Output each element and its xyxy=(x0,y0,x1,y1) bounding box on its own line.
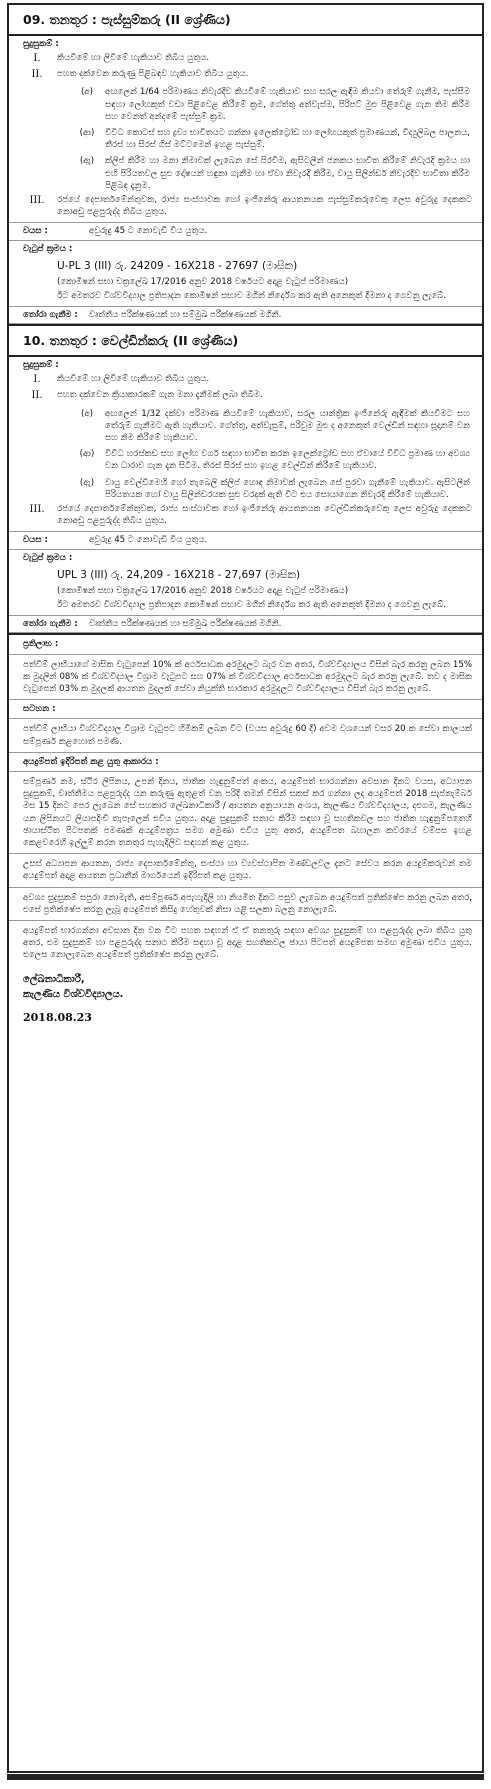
item-text: රජයේ දෙපාර්තමේන්තුවක, රාජ්‍ය සංස්ථාවක හෝ ඉංජිනේරු ආයතනයක වෙල්ඩින්කරුවෙකු ලෙස අවුරුදු දෙකකට නොඅඩු පළපුරුද්ද තිබිය යුතුය. xyxy=(57,504,472,527)
sub-item-text: අඟලෙන් 1/64 පරිමාණය නිවැරදිව කියවීමේ හැකියාව සහ සරල ඇඳීම කියවා තේරුම් ගැනීම, පැස්සීම සඳහා ලෝහකුත් වඩා පිළිවෙළ කිරීමේ ක්‍රම, ගේත්තු අත්වැස්ම, පිරිපට් මුළු පිළිවෙළ ගැන තිම කිරීම සහ වෙනත් අන්දමේ පැස්සුම් ක්‍රම. xyxy=(105,87,470,122)
item-number: I. xyxy=(33,374,41,386)
sub-item-label: (අ) xyxy=(81,408,93,419)
qualification-item xyxy=(17,373,476,387)
sub-item-label: (ආ) xyxy=(79,449,95,460)
item-text: පහත දක්වෙන ක්‍රියාකාරකම් ගැන මනා දැනීමක් ලබා තිබීම. xyxy=(57,390,263,401)
item-number: II. xyxy=(31,390,43,402)
signoff-institution: කැලණිය විශ්වවිද්‍යාලය. xyxy=(23,989,124,1001)
salary-label: වැටුප් ක්‍රමය : xyxy=(23,243,73,254)
item-text: රජයේ දෙපාර්තමේන්තුවක, රාජ්‍ය සංස්ථාවක හෝ ඉංජිනේරු ආයතනයක පැස්සුම්කරුවෙකු ලෙස අවුරුදු දෙකකට නොඅඩු පළපුරුද්ද තිබිය යුතුය. xyxy=(57,194,472,218)
benefits-text: පත්වීම් ලාභියාගේ මාසික වැටුපෙන් 10% ක් අර්ථසාධක අරමුදලට බැර වන අතර, විශ්වවිද්‍යාලය විසින් බැර කරනු ලබන 15% ක මුදලින් 08% ක් විශ්වවිද්‍යාල විශ්‍රාම වැටුපට සහ 07% ක් විශ්වවිද්‍යාල අර්ථසාධක අරමුදලට බැර කරනු ලැබේ. තව ද මාසික වැටුපෙන් 03% ක මුදලක් ආයතන මුදලක් සේවා නියුක්ති භාරකාර අරමුදලට විශ්වවිද්‍යාලය විසින් බැර කරනු ලැබේ. xyxy=(9,655,482,701)
sub-item-text: ක්ලිප් කිරීම හා මනා නිමාවක් ලැබෙන සේ පිරවීම, ඇසිටලීන් ජනකය භාවිත කිරීමේ නිවැරදි ක්‍රමය හා එහි පිරියතවල සුළු දෝෂයන් හඳුනා ගැනීම හා ඒවා නිවැරදි කිරීම, වායු සිලින්ඩර් නිවැරදිව භාවිතා කිරීම පිළිබඳ දැනුම. xyxy=(105,156,470,191)
qualification-sub-item xyxy=(69,155,476,192)
section-09-salary xyxy=(9,241,482,308)
salary-note: ඊට අමතරව විශ්වවිද්‍යාල ප්‍රතිපාදන කොමිෂන් සභාව මගින් නිර්දේශ කර ඇති අනෙකුත් දීමනා ද ගෙවනු ලැබේ. xyxy=(57,290,446,301)
qualification-sub-item xyxy=(69,86,476,123)
item-text: පහත දක්වෙන කරුණු පිළිබඳව හැකියාව තිබිය යුතුය. xyxy=(57,69,249,80)
qualification-sub-item xyxy=(69,477,476,501)
sub-item-label: (අ) xyxy=(81,87,93,98)
advertisement-page xyxy=(7,3,484,1773)
how-to-apply-paragraph-3: අවශ්‍ය සුදුසුකම් සපුරා නොමැති, අසම්පූර්ණ අපැහැදිලි හා නියමිත දිනට පසුව ලැබෙන අයදුම්පත් ප්‍රතික්ෂේප කරනු ලබන අතර, එසේ ප්‍රතික්ෂේප කරනු ලැබූ අයදුම්පත් කිසිදු හේතුවක් නිසා යළි සලකා බලනු නොලැබේ. xyxy=(9,888,482,921)
signoff xyxy=(9,966,482,1026)
selection-text: වෘත්තීය පරීක්ෂණයක් හා සම්මුඛ පරීක්ෂණයක් මගිනි. xyxy=(89,619,282,630)
sub-item-text: විවිධ හරස්කඩ සහ ලෝහ වර්ග සඳහා භාවිත කරන ඉලෙක්ට්‍රෝඩ සහ ඒවායේ විවිධ ප්‍රමාණ හා අවශ්‍ය වන ධාරාව ගැන දැන සිටීම. තිරස් සිරස් සහ ඉහළ වෙල්ඩින් කිරීමේ හැකියාව. xyxy=(105,449,470,472)
benefits-label: ප්‍රතිලාභ : xyxy=(9,633,482,654)
selection-text: වෘත්තීය පරීක්ෂණයක් හා සම්මුඛ පරීක්ෂණයක් මගිනි. xyxy=(89,310,282,321)
note-label: සටහන : xyxy=(9,700,482,719)
salary-note: ඊට අමතරව විශ්වවිද්‍යාල ප්‍රතිපාදන කොමිෂන් සභාව මගින් නිර්දේශ කර ඇති අනෙකුත් දීමනා ද ගෙවනු ලැබේ. xyxy=(57,599,446,610)
section-09-title: 09. තනතුර : පැස්සුම්කරු (II ශ්‍රේණිය) xyxy=(9,5,482,36)
sub-item-text: වායු වෙල්ඩිමෙහි හෝ තැබෙලි ක්ලිප් හොඳ නිමාවක් ලැබෙන සේ පුරවා ගැනීමේ හැකියාව. ඇසිටලීන් පිරියතයක හෝ වායු සිලින්ඩරයක සුළු වරදක් ඇති විට එය සොයාගෙන නිවැරදි කිරීමේ හැකියාව. xyxy=(105,477,470,500)
how-to-apply-paragraph-4: අයදුම්පත් භාරගන්නා අවසාන දින වන විට පහත සඳහන් ඒ ඒ තනතුරු සඳහා අවශ්‍ය සුදුසුකම් හා පළපුරුද්ද ලබා තිබිය යුතු අතර, එම සුදුසුකම් හා පළපුරුද්ද සනාථ කිරීම සඳහා වූ අදාළ සහතිකවල ඡායා පිටපත් අයදුම්පත සමඟ අමුණා එවිය යුතුය. එලෙස නොලැබෙන අයදුම්පත් ප්‍රතික්ෂේප කරනු ලැබේ. xyxy=(23,926,472,961)
item-number: III. xyxy=(29,194,45,206)
qualification-item xyxy=(17,389,476,403)
salary-code: UPL 3 (III) රු. 24,209 - 16X218 - 27,697 (මාසික) xyxy=(57,568,301,581)
how-to-apply-label: අයදුම්පත් ඉදිරිපත් කළ යුතු ආකාරය : xyxy=(9,753,482,772)
qualification-sub-item xyxy=(69,127,476,151)
section-10-qualifications xyxy=(9,357,482,532)
section-09-age xyxy=(9,223,482,240)
sub-item-label: (ඇ) xyxy=(79,156,95,167)
item-text: කියවීමේ හා ලිවීමේ හැකියාව තිබිය යුතුය. xyxy=(57,374,210,385)
qualification-item xyxy=(17,52,476,66)
section-10-title: 10. තනතුර : වෙල්ඩින්කරු (II ශ්‍රේණිය) xyxy=(9,324,482,357)
qualifications-label: සුදුසුකම් : xyxy=(23,38,59,49)
age-text: අවුරුදු 45 ට නොවැඩි විය යුතුය. xyxy=(89,226,208,237)
section-09-qualifications xyxy=(9,36,482,224)
sub-item-label: (ආ) xyxy=(79,127,95,138)
item-number: I. xyxy=(33,52,41,64)
signoff-date: 2018.08.23 xyxy=(23,1010,92,1024)
age-label: වයස : xyxy=(23,535,48,546)
qualification-sub-item xyxy=(69,408,476,445)
age-label: වයස : xyxy=(23,226,48,237)
qualification-item xyxy=(17,194,476,218)
selection-label: තෝරා ගැනීම : xyxy=(23,310,78,321)
note-text: පත්වීම් ලාභියා විශ්වවිද්‍යාල විශ්‍රාම වැටුපට හිමිකම් ලබන විට (වයස අවුරුදු 60 දී) අවම වශයෙන් වසර 20 ක සේවා කාලයක් සම්පූර්ණ කළහොත් පමණි. xyxy=(9,719,482,752)
how-to-apply-paragraph-1: සම්පූර්ණ නම, ස්ථිර ලිපිනය, උපන් දිනය, ජාතික හැඳුනුම්පත් අංකය, අයදුම්පත් භාරගන්නා අවසාන දිනට වයස, අධ්‍යාපන සුදුසුකම්, වෘත්තීමය පළපුරුද්ද යන කරුණු ඇතුළත් වන පරිදි තමන් විසින් සකස් කර ගන්නා ලද අයදුම්පත් 2018 සැප්තැම්බර් මස 15 දිනට පෙර ලැබෙන සේ සහකාර ලේඛනාධිකාරී / ආයතන අනුයායන අංශය, කැලණිය විශ්වවිද්‍යාලය, දළුගම, කැලණිය යන ලිපිනයට ලියාපදිංචි තැපෑලෙන් එවිය යුතුය. අදාළ සුදුසුකම් සනාථ කිරීම සඳහා වූ සහතිකවල සහ ජාතික හැඳුනුම්පතෙහි ඡායාස්ථිත පිටපතක් පමණක් අයදුම්පත්‍රය සමග අමුණා එවිය යුතු අතර, අයදුම්පත බහාලන කවරයේ වම්පස ඉහළ කෙළවරෙහි ඉල්ලුම් කරන තනතුර පැහැදිලිව සඳහන් කළ යුතුය. xyxy=(9,772,482,854)
section-10-selection xyxy=(9,616,482,633)
sub-item-text: අඟලෙන් 1/32 දක්වා පරිමාණ කියවීමේ හැකියාව, සරල යාන්ත්‍රික ඉංජිනේරු ඇඳීමක් කියවීමට සහ තේරුම් ගැනීමට ඇති හැකියාව. ගේත්තු, අත්වැසුම්, පරිවුම මුළු ද අනෙකුත් වෙල්ඩින් සඳහා සූදානම් වන සහ නිම කිරීමේ හැකියාව. xyxy=(105,408,470,444)
signoff-title: ලේඛනාධිකාරී, xyxy=(23,973,85,985)
item-number: III. xyxy=(29,504,45,516)
salary-code: U-PL 3 (III) රු. 24209 - 16X218 - 27697 (මාසික) xyxy=(57,259,298,272)
qualifications-label: සුදුසුකම් : xyxy=(23,360,59,371)
section-09-selection xyxy=(9,307,482,324)
sub-item-label: (ඇ) xyxy=(79,477,95,488)
how-to-apply-paragraph-2: උසස් අධ්‍යාපන ආයතන, රාජ්‍ය දෙපාර්තමේන්තු, සංස්ථා හා ව්‍යවස්ථාපිත මණ්ඩලවල දැනට සේවය කරන අයදුම්කරුවන් තම අයදුම්පත් අදාළ ආයතන ප්‍රධානීන් මාර්ගයෙන් ඉදිරිපත් කළ යුතුය. xyxy=(9,854,482,887)
age-text: අවුරුදු 45 ට නොවැඩි විය යුතුය. xyxy=(89,535,208,546)
section-10-age xyxy=(9,532,482,549)
salary-circular: (කොමිෂන් සභා චක්‍රලේඛ 17/2016 අනුව 2018 වර්ෂයට අදාළ වැටුප් පරිමාණය) xyxy=(57,585,349,596)
item-number: II. xyxy=(31,69,43,81)
salary-label: වැටුප් ක්‍රමය : xyxy=(23,552,73,563)
qualification-item xyxy=(17,68,476,82)
item-text: කියවීමේ හා ලිවීමේ හැකියාව තිබිය යුතුය. xyxy=(57,52,210,63)
qualification-sub-item xyxy=(69,448,476,472)
sub-item-text: විවිධ කොටස් සහ ද්‍රව්‍ය භාවිතයට ගන්නා ඉලෙක්ට්‍රෝඩ හා ලෝහයකුත් ප්‍රමාණයන්, විද්‍යුලිබල පාලනය, තීරස් හා සිරස් ගිස් මට්ටමෙන් ඉහළ පැස්සුම්. xyxy=(105,127,470,151)
qualification-item xyxy=(17,503,476,527)
bottom-rule xyxy=(7,1774,484,1780)
section-10-salary xyxy=(9,550,482,617)
salary-circular: (කොමිෂන් සභා චක්‍රලේඛ 17/2016 අනුව 2018 වර්ෂයට අදාළ වැටුප් පරිමාණය) xyxy=(57,276,349,287)
selection-label: තෝරා ගැනීම : xyxy=(23,619,78,630)
